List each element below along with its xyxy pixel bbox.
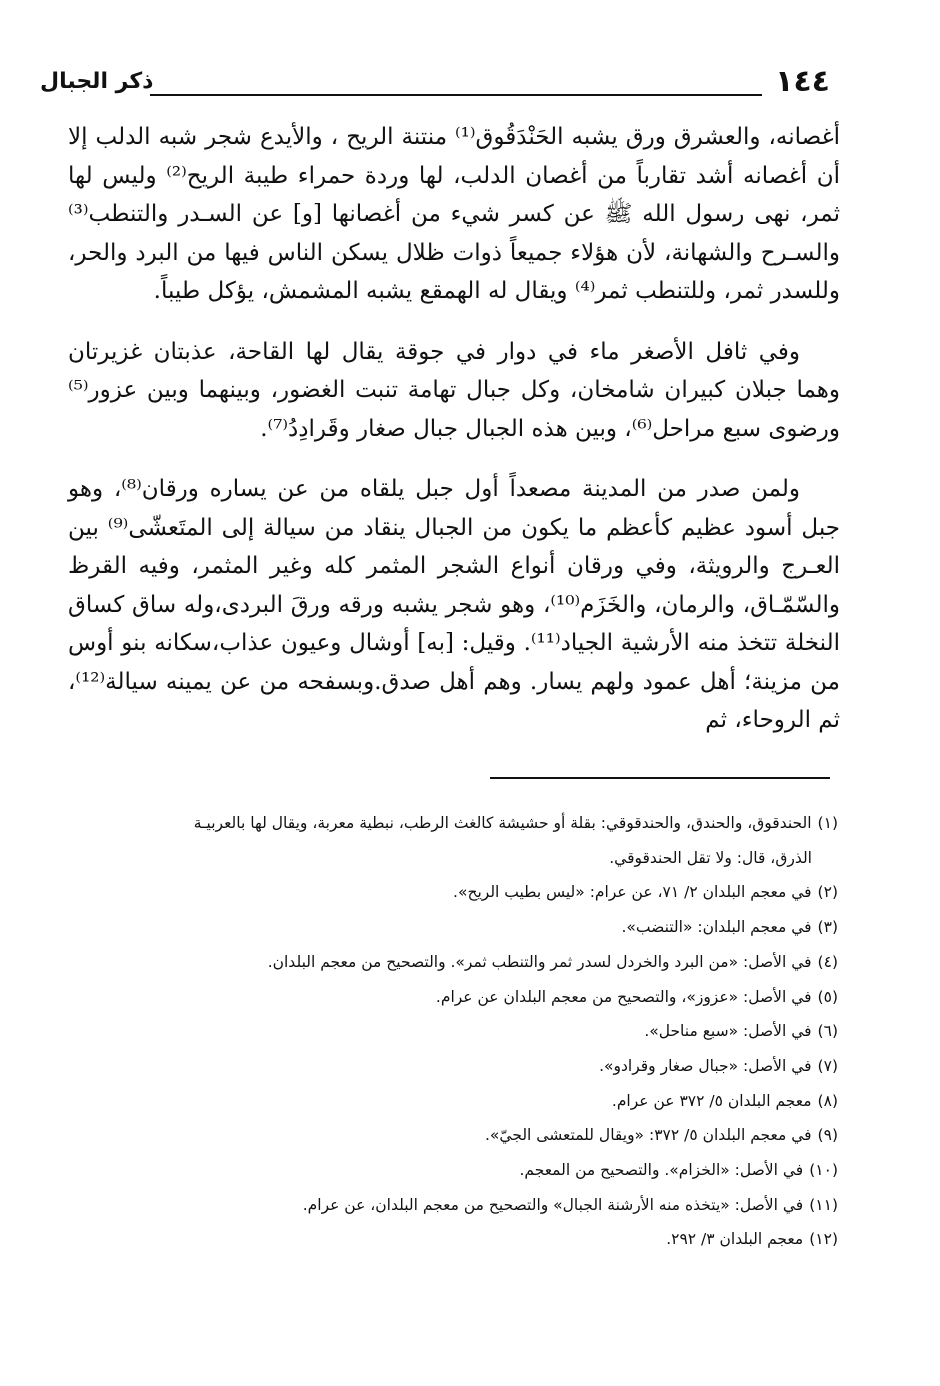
footnotes [78, 806, 838, 1257]
footnote [78, 1084, 838, 1119]
footnote-text: في معجم البلدان ٥/ ٣٧٢: «ويقال للمتعشى الجيّ». [485, 1126, 812, 1145]
footnote-number: (٨) [817, 1091, 838, 1110]
footnote-text: في معجم البلدان ٢/ ٧١، عن عرام: «ليس بطيب الريح». [453, 883, 812, 902]
footnote-text: الحندقوق، والحندق، والحندقوقي: بقلة أو حشيشة كالغث الرطب، نبطية معربة، ويقال لها بالعربيـة [193, 814, 812, 832]
footnote [78, 910, 838, 945]
footnote-number: (١٠) [809, 1161, 838, 1180]
main-text [68, 118, 840, 762]
page-number: ١٤٤ [775, 64, 830, 99]
footnote [78, 980, 838, 1015]
footnote-text: معجم البلدان ٥/ ٣٧٢ عن عرام. [611, 1091, 812, 1110]
footnote [78, 1014, 838, 1049]
footnote [78, 806, 838, 875]
footnote [78, 1222, 838, 1257]
footnote-number: (٢) [817, 883, 838, 902]
footnote-text: في الأصل: «يتخذه منه الأرشنة الجبال» والتصحيح من معجم البلدان، عن عرام. [302, 1195, 804, 1214]
paragraph: وفي ثافل الأصغر ماء في دوار في جوقة يقال لها القاحة، عذبتان غزيرتان وهما جبلان كبيران شامخان، وكل جبال تهامة تنبت الغضور، وبينهما وبين عزور⁽⁵⁾ ورضوى سبع مراحل⁽⁶⁾، وبين هذه الجبال جبال صغار وقَرادِدُ⁽⁷⁾. [68, 338, 840, 442]
footnote-text: معجم البلدان ٣/ ٢٩٢. [666, 1230, 804, 1249]
footnote-continuation: الذرق، قال: ولا تقل الحندقوقي. [609, 848, 812, 867]
footnote [78, 1188, 838, 1223]
footnote-text: في الأصل: «عزوز»، والتصحيح من معجم البلدان عن عرام. [435, 987, 812, 1006]
header-rule [150, 94, 762, 96]
footnote [78, 945, 838, 980]
footnote [78, 875, 838, 910]
footnote-number: (٦) [817, 1022, 838, 1041]
footnote-text: في معجم البلدان: «التنضب». [621, 918, 812, 937]
paragraph: أغصانه، والعشرق ورق يشبه الحَنْدَقُوق⁽¹⁾ منتنة الريح ، والأيدع شجر شبه الدلب إلا أن أغصانه أشد تقارباً من أغصان الدلب، لها وردة حمراء طيبة الريح⁽²⁾ وليس لها ثمر، نهى رسول الله ﷺ عن كسر شيء من أغصانها [و] عن السـدر والتنطب⁽³⁾ والسـرح والشهانة، لأن هؤلاء جميعاً ذوات ظلال يسكن الناس فيها من البرد والحر، وللسدر ثمر، وللتنطب ثمر⁽⁴⁾ ويقال له الهمقع يشبه المشمش، يؤكل طيباً. [68, 124, 840, 304]
running-title: ذكر الجبال [40, 69, 154, 94]
footnote-number: (١١) [809, 1195, 838, 1214]
footnote-number: (٣) [817, 918, 838, 937]
footnote-number: (١٢) [809, 1230, 838, 1249]
footnote-number: (١) [817, 814, 838, 832]
footnote-number: (٧) [817, 1056, 838, 1075]
footnote-separator [490, 777, 830, 779]
footnote [78, 1153, 838, 1188]
footnote-text: في الأصل: «الخزام». والتصحيح من المعجم. [519, 1161, 804, 1180]
footnote-text: في الأصل: «من البرد والخردل لسدر ثمر والتنطب ثمر». والتصحيح من معجم البلدان. [267, 952, 812, 971]
footnote [78, 1118, 838, 1153]
footnote-text: في الأصل: «جبال صغار وقرادو». [599, 1056, 812, 1075]
footnote-number: (٥) [817, 987, 838, 1006]
footnote-number: (٤) [817, 952, 838, 971]
paragraph: ولمن صدر من المدينة مصعداً أول جبل يلقاه من عن يساره ورقان⁽⁸⁾، وهو جبل أسود عظيم كأعظم ما يكون من الجبال ينقاد من سيالة إلى المتَعشّى⁽⁹⁾ بين العـرج والرويثة، وفي ورقان أنواع الشجر المثمر كله وغير المثمر، وفيه القرظ والسّمّـاق، والرمان، والخَزَم⁽¹⁰⁾، وهو شجر يشبه ورقه ورقَ البردى،وله ساق كساق النخلة تتخذ منه الأرشية الجياد⁽¹¹⁾. وقيل: [به] أوشال وعيون عذاب،سكانه بنو أوس من مزينة؛ أهل عمود ولهم يسار. وهم أهل صدق.وبسفحه من عن يمينه سيالة⁽¹²⁾، ثم الروحاء، ثم [68, 476, 841, 733]
page-header [40, 64, 830, 104]
footnote-number: (٩) [817, 1126, 838, 1145]
footnote [78, 1049, 838, 1084]
footnote-text: في الأصل: «سبع مناحل». [644, 1022, 812, 1041]
